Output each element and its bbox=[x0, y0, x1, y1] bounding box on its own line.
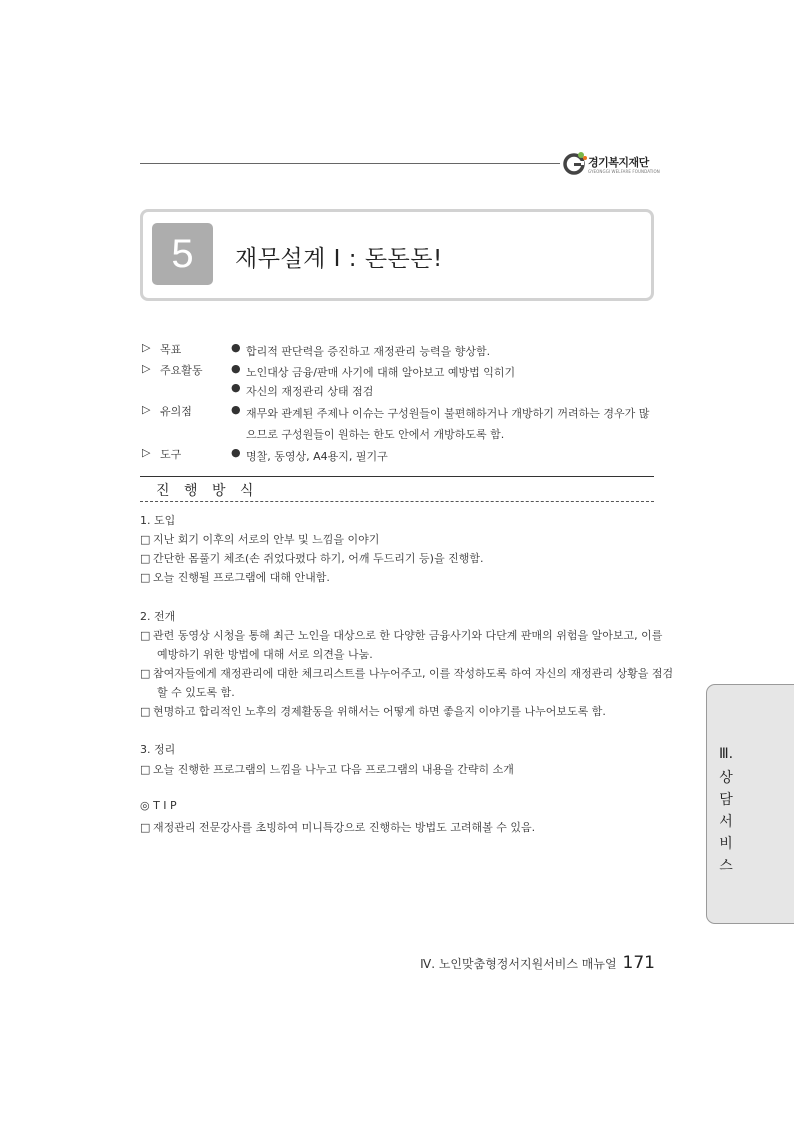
foundation-logo bbox=[562, 150, 662, 180]
dot-bullet-icon: ● bbox=[231, 446, 241, 459]
logo-text: 경기복지재단 bbox=[588, 156, 649, 169]
develop-heading: 2. 전개 bbox=[140, 610, 176, 623]
section-dotted-rule bbox=[140, 501, 654, 502]
info-text: 합리적 판단력을 증진하고 재정관리 능력을 향상함. bbox=[246, 345, 491, 358]
intro-heading: 1. 도입 bbox=[140, 514, 176, 527]
info-row-tools bbox=[142, 446, 662, 467]
info-label: 목표 bbox=[160, 343, 182, 356]
triangle-bullet-icon: ▷ bbox=[142, 341, 151, 354]
info-text: 노인대상 금융/판매 사기에 대해 알아보고 예방법 익히기 bbox=[246, 366, 516, 379]
checkbox-bullet-icon: □ bbox=[140, 571, 151, 584]
chapter-side-tab bbox=[706, 684, 794, 924]
dot-bullet-icon: ● bbox=[231, 341, 241, 354]
side-tab-char: 담 bbox=[719, 792, 733, 808]
session-number: 5 bbox=[152, 223, 213, 285]
info-label: 도구 bbox=[160, 448, 182, 461]
list-item-continuation: 할 수 있도록 함. bbox=[157, 686, 235, 699]
info-row-notes bbox=[142, 403, 662, 445]
section-title: 진 행 방 식 bbox=[156, 483, 259, 499]
list-item: □ 재정관리 전문강사를 초빙하여 미니특강으로 진행하는 방법도 고려해볼 수 있음. bbox=[140, 821, 536, 834]
checkbox-bullet-icon: □ bbox=[140, 705, 151, 718]
session-title: 재무설계 Ⅰ : 돈돈돈! bbox=[235, 246, 443, 272]
checkbox-bullet-icon: □ bbox=[140, 552, 151, 565]
list-item: □ 현명하고 합리적인 노후의 경제활동을 위해서는 어떻게 하면 좋을지 이야기를 나누어보도록 함. bbox=[140, 705, 606, 718]
list-item: □ 관련 동영상 시청을 통해 최근 노인을 대상으로 한 다양한 금융사기와 다단계 판매의 위험을 알아보고, 이를 bbox=[140, 629, 663, 642]
tip-heading: ◎ T I P bbox=[140, 799, 177, 812]
checkbox-bullet-icon: □ bbox=[140, 629, 151, 642]
checkbox-bullet-icon: □ bbox=[140, 533, 151, 546]
side-tab-char: 상 bbox=[719, 770, 733, 786]
checkbox-bullet-icon: □ bbox=[140, 667, 151, 680]
info-text: 명찰, 동영상, A4용지, 필기구 bbox=[246, 450, 388, 463]
info-label: 주요활동 bbox=[160, 364, 203, 377]
footer-text: Ⅳ. 노인맞춤형정서지원서비스 매뉴얼 bbox=[420, 957, 617, 971]
list-item: □ 참여자들에게 재정관리에 대한 체크리스트를 나누어주고, 이를 작성하도록 하여 자신의 재정관리 상황을 점검 bbox=[140, 667, 674, 680]
triangle-bullet-icon: ▷ bbox=[142, 446, 151, 459]
side-tab-roman: Ⅲ. bbox=[719, 746, 734, 762]
checkbox-bullet-icon: □ bbox=[140, 763, 151, 776]
info-text: 재무와 관계된 주제나 이슈는 구성원들이 불편해하거나 개방하기 꺼려하는 경우가 많으므로 구성원들이 원하는 한도 안에서 개방하도록 함. bbox=[246, 407, 650, 441]
side-tab-label bbox=[719, 743, 733, 877]
dot-bullet-icon: ● bbox=[231, 403, 241, 416]
header-rule bbox=[140, 163, 560, 164]
wrap-heading: 3. 정리 bbox=[140, 743, 176, 756]
list-item: □ 지난 회기 이후의 서로의 안부 및 느낌을 이야기 bbox=[140, 533, 380, 546]
session-title-box bbox=[140, 209, 654, 301]
logo-subtext: GYEONGGI WELFARE FOUNDATION bbox=[588, 169, 660, 174]
list-item: □ 간단한 몸풀기 체조(손 쥐었다폈다 하기, 어깨 두드리기 등)을 진행함. bbox=[140, 552, 484, 565]
checkbox-bullet-icon: □ bbox=[140, 821, 151, 834]
triangle-bullet-icon: ▷ bbox=[142, 403, 151, 416]
side-tab-char: 서 bbox=[719, 814, 733, 830]
list-item-continuation: 예방하기 위한 방법에 대해 서로 의견을 나눔. bbox=[157, 648, 373, 661]
info-text: 자신의 재정관리 상태 점검 bbox=[246, 385, 374, 398]
info-row-goal bbox=[142, 341, 662, 362]
page-number: 171 bbox=[622, 953, 655, 973]
side-tab-char: 스 bbox=[719, 858, 733, 874]
list-item: □ 오늘 진행될 프로그램에 대해 안내함. bbox=[140, 571, 330, 584]
triangle-bullet-icon: ▷ bbox=[142, 362, 151, 375]
page-footer bbox=[420, 953, 655, 973]
list-item: □ 오늘 진행한 프로그램의 느낌을 나누고 다음 프로그램의 내용을 간략히 소개 bbox=[140, 763, 514, 776]
dot-bullet-icon: ● bbox=[231, 362, 241, 375]
info-row-activities bbox=[142, 362, 662, 404]
info-label: 유의점 bbox=[160, 405, 192, 418]
side-tab-char: 비 bbox=[719, 836, 733, 852]
section-rule bbox=[140, 476, 654, 477]
dot-bullet-icon: ● bbox=[231, 381, 241, 394]
foundation-logo-icon bbox=[562, 150, 588, 176]
